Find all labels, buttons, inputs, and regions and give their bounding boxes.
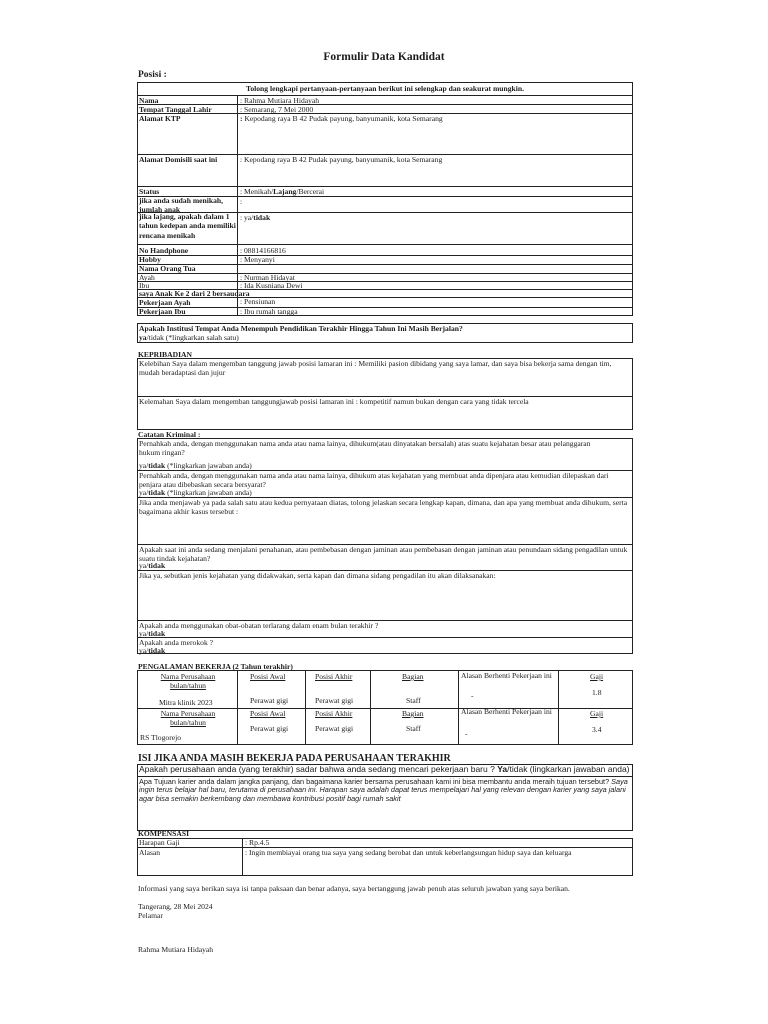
header-posisi-akhir: Posisi Akhir	[315, 672, 353, 681]
kriminal-q2-answer: ya/tidak (*lingkarkan jawaban anda)	[139, 488, 252, 497]
tujuan-karier-text: Apa Tujuan karier anda dalam jangka panjang, dan bagaimana karier bersama perusahaan kami ini bisa membantu anda meraih tujuan tersebut? Saya ingin terus belajar hal baru, terutama di perusahaan ini. Harapan saya adalah dapat terus mempelajari hal yang relevan dengan karier yang saya jalani agar bisa semakin berkembang dan membawa kontribusi positif bagi rumah sakit	[139, 777, 628, 803]
harapan-gaji-label: Harapan Gaji	[139, 838, 180, 847]
instruction-text: Tolong lengkapi pertanyaan-pertanyaan berikut ini selengkap dan seakurat mungkin.	[245, 84, 524, 93]
header-posisi-awal: Posisi Awal	[250, 672, 286, 681]
row1-bagian: Staff	[406, 696, 421, 705]
row2-awal: Perawat gigi	[250, 724, 289, 733]
header-gaji: Gaji	[590, 672, 604, 681]
header-posisi-awal-2: Posisi Awal	[250, 709, 286, 718]
kriminal-q5: Jika ya, sebutkan jenis kejahatan yang didakwakan, serta kapan dan dimana sidang pengadilan itu akan dilaksanakan:	[139, 571, 496, 580]
kriminal-q4-answer: ya/tidak	[139, 561, 166, 570]
header-posisi-akhir-2: Posisi Akhir	[315, 709, 353, 718]
row2-bagian: Staff	[406, 724, 421, 733]
nama-value: : Rahma Mutiara Hidayah	[240, 96, 320, 105]
row1-akhir: Perawat gigi	[315, 696, 354, 705]
terakhir-heading: ISI JIKA ANDA MASIH BEKERJA PADA PERUSAHAAN TERAKHIR	[138, 753, 451, 764]
row1-alasan: -	[471, 691, 474, 700]
hobby-value: : Menyanyi	[240, 255, 275, 264]
harapan-gaji-value: : Rp.4.5	[245, 838, 270, 847]
hp-value: : 08814166816	[240, 246, 286, 255]
status-value: : Menikah/Lajang/Bercerai	[240, 187, 325, 196]
row2-alasan: -	[465, 729, 468, 738]
header-perusahaan-2: Nama Perusahaan bulan/tahun	[160, 709, 216, 728]
jumlah-anak-value: :	[240, 197, 243, 206]
terakhir-question: Apakah perusahaan anda (yang terakhir) sadar bahwa anda sedang mencari pekerjaan baru ? Ya/tidak (lingkarkan jawaban anda)	[139, 764, 630, 774]
row1-gaji: 1.8	[592, 688, 602, 697]
kriminal-q7-answer: ya/tidak	[139, 646, 166, 655]
kriminal-q6: Apakah anda menggunakan obat-obatan terlarang dalam enam bulan terakhir ?	[139, 621, 379, 630]
posisi-label: Posisi :	[138, 70, 167, 80]
pekerjaan-ibu-label: Pekerjaan Ibu	[139, 307, 186, 316]
domisili-label: Alamat Domisili saat ini	[139, 155, 218, 164]
pendidikan-question: Apakah Institusi Tempat Anda Menempuh Pendidikan Terakhir Hingga Tahun Ini Masih Berjalan?	[139, 324, 463, 333]
hp-label: No Handphone	[139, 246, 189, 255]
header-gaji-2: Gaji	[590, 709, 604, 718]
ttl-value: : Semarang, 7 Mei 2000	[240, 105, 314, 114]
header-alasan: Alasan Berhenti Pekerjaan ini	[461, 671, 552, 680]
kriminal-q3: Jika anda menjawab ya pada salah satu atau kedua pernyataan diatas, tolong jelaskan secara lengkap kapan, dimana, dan apa yang membuat anda dihukum, serta bagaimana akhir kasus tersebut :	[139, 498, 628, 517]
ttl-label: Tempat Tanggal Lahir	[139, 105, 212, 114]
ayah-value: : Nurman Hidayat	[240, 273, 295, 282]
row2-akhir: Perawat gigi	[315, 724, 354, 733]
row1-awal: Perawat gigi	[250, 696, 289, 705]
rencana-label: jika lajang, apakah dalam 1 tahun kedepan anda memiliki rencana menikah	[139, 212, 236, 240]
kriminal-q2: Pernahkah anda, dengan menggunakan nama anda atau nama lainya, dihukum atas kejahatan yang membuat anda dipenjara atau kemudian dilepaskan dari penjara atau dibebaskan secara bersyarat?	[139, 471, 609, 490]
kelebihan-text: Kelebihan Saya dalam mengemban tanggung jawab posisi lamaran ini : Memiliki pasion dibidang yang saya lamar, dan saya bisa bekerja sama dengan tim, mudah beradaptasi dan jujur	[139, 359, 612, 378]
place-date: Tangerang, 28 Mei 2024	[138, 902, 213, 911]
jumlah-anak-label: jika anda sudah menikah, jumlah anak	[139, 196, 223, 215]
row2-gaji: 3.4	[592, 725, 602, 734]
alasan-label: Alasan	[139, 848, 161, 857]
header-perusahaan: Nama Perusahaan bulan/tahun	[160, 672, 216, 691]
header-bagian: Bagian	[402, 672, 424, 681]
header-alasan-2: Alasan Berhenti Pekerjaan ini	[461, 707, 552, 716]
status-label: Status	[139, 187, 160, 196]
anak-ke-text: saya Anak Ke 2 dari 2 bersaudara	[139, 289, 250, 298]
header-bagian-2: Bagian	[402, 709, 424, 718]
rencana-value: : ya/tidak	[240, 213, 271, 222]
ibu-value: : Ida Kusniana Dewi	[240, 281, 303, 290]
ktp-label: Alamat KTP	[139, 114, 181, 123]
kriminal-q1-answer: ya/tidak (*lingkarkan jawaban anda)	[139, 461, 252, 470]
kriminal-q1: Pernahkah anda, dengan menggunakan nama anda atau nama lainya, dihukum(atau dinyatakan bersalah) atas suatu kejahatan besar atau pelanggaran hukum ringan?	[139, 439, 591, 458]
nama-label: Nama	[139, 96, 159, 105]
pekerjaan-ibu-value: : Ibu rumah tangga	[240, 307, 298, 316]
kelemahan-text: Kelemahan Saya dalam mengemban tanggungjawab posisi lamaran ini : kompetitif namun bukan dengan cara yang tidak tercela	[139, 397, 529, 406]
kompensasi-heading: KOMPENSASI	[138, 829, 190, 838]
kriminal-q6-answer: ya/tidak	[139, 629, 166, 638]
alasan-value: : Ingin membiayai orang tua saya yang sedang berobat dan untuk keberlangsungan hidup saya dan keluarga	[245, 848, 572, 857]
pendidikan-answer: ya/tidak (*lingkarkan salah satu)	[139, 333, 239, 342]
ayah-label: Ayah	[139, 273, 155, 282]
role-label: Pelamar	[138, 911, 163, 920]
hobby-label: Hobby	[139, 255, 161, 264]
kepribadian-heading: KEPRIBADIAN	[138, 350, 193, 359]
pekerjaan-ayah-value: : Pensiunan	[240, 297, 276, 306]
row2-perusahaan: RS Tlogorejo	[140, 733, 181, 742]
page-title: Formulir Data Kandidat	[323, 51, 445, 63]
pekerjaan-ayah-label: Pekerjaan Ayah	[139, 298, 191, 307]
domisili-value: : Kepodang raya B 42 Pudak payung, banyumanik, kota Semarang	[240, 155, 443, 164]
ortu-label: Nama Orang Tua	[139, 264, 196, 273]
kriminal-q4: Apakah saat ini anda sedang menjalani penahanan, atau pembebasan dengan jaminan atau pembebasan dengan jaminan atau penundaan sidang pengadilan untuk suatu tindak kejahatan?	[139, 545, 628, 564]
row1-perusahaan: Mitra klinik 2023	[159, 698, 213, 707]
signer-name: Rahma Mutiara Hidayah	[138, 945, 214, 954]
ktp-value: : Kepodang raya B 42 Pudak payung, banyumanik, kota Semarang	[240, 114, 443, 123]
kriminal-heading: Catatan Kriminal :	[138, 430, 201, 439]
statement-text: Informasi yang saya berikan saya isi tanpa paksaan dan benar adanya, saya bertanggung jawab penuh atas seluruh jawaban yang saya berikan.	[138, 884, 570, 893]
pengalaman-heading: PENGALAMAN BEKERJA (2 Tahun terakhir)	[138, 662, 293, 671]
ibu-label: Ibu	[139, 281, 150, 290]
kriminal-q7: Apakah anda merokok ?	[139, 638, 214, 647]
